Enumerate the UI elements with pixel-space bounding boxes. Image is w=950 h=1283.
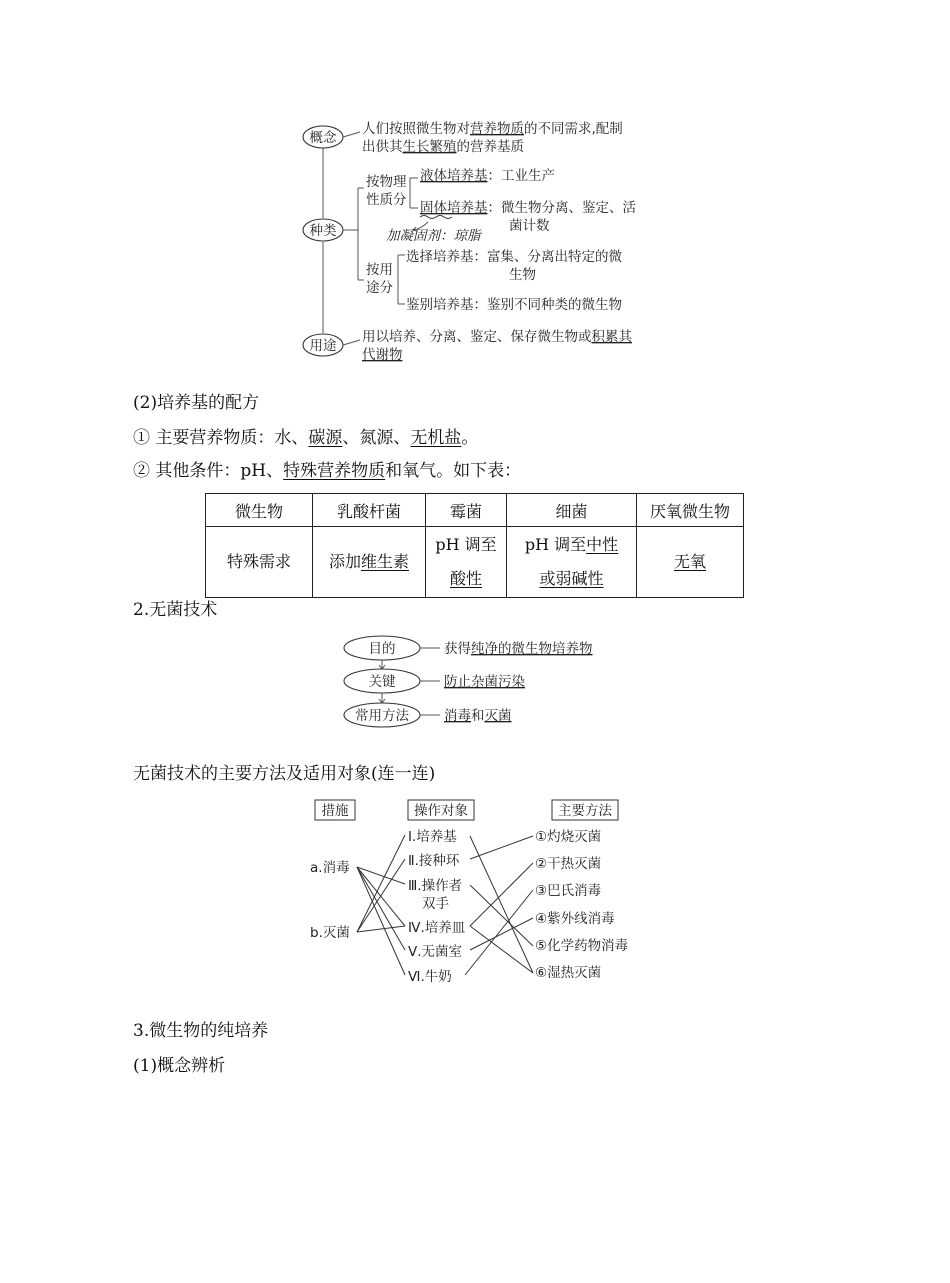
method-6: ⑥湿热灭菌 — [535, 965, 602, 981]
purpose-label: 用途 — [309, 338, 337, 354]
use-label-a: 按用 — [366, 262, 393, 278]
aseptic-heading: 2.无菌技术 — [133, 600, 218, 620]
method-oval-label: 常用方法 — [355, 708, 409, 724]
purpose-line-1: 用以培养、分离、鉴定、保存微生物或积累其 — [362, 329, 632, 345]
selective-medium-line-2: 生物 — [509, 267, 536, 283]
link-b-IV — [357, 926, 405, 932]
row-label: 特殊需求 — [206, 527, 313, 598]
selective-medium-line-1: 选择培养基：富集、分离出特定的微 — [406, 249, 622, 265]
concept-line-1: 人们按照微生物对营养物质的不同需求,配制 — [362, 121, 623, 137]
col-measure: 措施 — [321, 803, 349, 819]
measure-sterilize: b.灭菌 — [310, 925, 350, 941]
liquid-medium: 液体培养基：工业生产 — [420, 168, 555, 184]
link-a-V — [357, 867, 405, 950]
object-1: Ⅰ.培养基 — [408, 829, 457, 845]
measure-disinfect: a.消毒 — [310, 860, 350, 876]
matching-heading: 无菌技术的主要方法及适用对象(连一连) — [133, 764, 436, 784]
concept-connector — [343, 132, 360, 137]
solid-medium-line-2: 菌计数 — [509, 218, 550, 234]
cell-anaerobe: 无氧 — [637, 527, 744, 598]
method-4: ④紫外线消毒 — [535, 911, 615, 927]
link-V-4 — [470, 918, 533, 950]
object-4: Ⅳ.培养皿 — [408, 920, 466, 936]
object-3: Ⅲ.操作者 — [408, 878, 463, 894]
physical-label-a: 按物理 — [366, 174, 407, 190]
header-mold: 霉菌 — [426, 494, 507, 527]
object-3b: 双手 — [422, 896, 449, 912]
matching-diagram — [305, 795, 650, 990]
special-requirements-table — [205, 493, 744, 598]
concept-analysis-heading: (1)概念辨析 — [133, 1056, 226, 1076]
table-row — [206, 527, 744, 598]
concept-line-2: 出供其生长繁殖的营养基质 — [362, 139, 524, 155]
main-nutrients: ① 主要营养物质：水、碳源、氮源、无机盐。 — [133, 428, 479, 448]
link-II-1 — [470, 836, 533, 859]
method-3: ③巴氏消毒 — [535, 883, 602, 899]
medium-concept-diagram — [290, 110, 670, 375]
other-conditions: ② 其他条件：pH、特殊营养物质和氧气。如下表： — [133, 461, 522, 481]
use-label-b: 途分 — [366, 280, 393, 296]
method-1: ①灼烧灭菌 — [535, 829, 602, 845]
purpose-line-2: 代谢物 — [362, 347, 403, 363]
cell-bacteria: pH 调至中性 或弱碱性 — [507, 527, 637, 598]
cell-lactobacillus: 添加维生素 — [313, 527, 426, 598]
object-2: Ⅱ.接种环 — [408, 853, 460, 869]
aseptic-diagram — [340, 632, 630, 730]
link-IV-6 — [470, 926, 533, 973]
table-header-row — [206, 494, 744, 527]
formula-heading: (2)培养基的配方 — [133, 393, 260, 413]
agar-note: 加凝固剂：琼脂 — [386, 228, 481, 244]
purpose-oval-label: 目的 — [368, 641, 396, 657]
concept-label: 概念 — [309, 130, 337, 146]
header-anaerobe: 厌氧微生物 — [637, 494, 744, 527]
differential-medium: 鉴别培养基：鉴别不同种类的微生物 — [406, 297, 622, 313]
solid-medium: 固体培养基：微生物分离、鉴定、活 — [420, 200, 636, 216]
object-6: Ⅵ.牛奶 — [408, 969, 452, 985]
key-oval-label: 关键 — [368, 674, 396, 690]
link-VI-3 — [465, 890, 533, 975]
purpose-connector — [343, 340, 360, 345]
pure-culture-heading: 3.微生物的纯培养 — [133, 1021, 269, 1041]
header-lactobacillus: 乳酸杆菌 — [313, 494, 426, 527]
cell-mold: pH 调至 酸性 — [426, 527, 507, 598]
key-text: 防止杂菌污染 — [444, 674, 525, 690]
col-object: 操作对象 — [414, 803, 468, 819]
method-5: ⑤化学药物消毒 — [535, 938, 629, 954]
link-I-6 — [470, 836, 533, 973]
method-2: ②干热灭菌 — [535, 856, 602, 872]
physical-label-b: 性质分 — [366, 192, 407, 208]
object-5: Ⅴ.无菌室 — [408, 944, 463, 960]
purpose-text: 获得纯净的微生物培养物 — [444, 641, 593, 657]
col-method: 主要方法 — [558, 803, 612, 819]
types-label: 种类 — [309, 223, 337, 239]
method-text: 消毒和灭菌 — [444, 708, 512, 724]
header-microbe: 微生物 — [206, 494, 313, 527]
header-bacteria: 细菌 — [507, 494, 637, 527]
